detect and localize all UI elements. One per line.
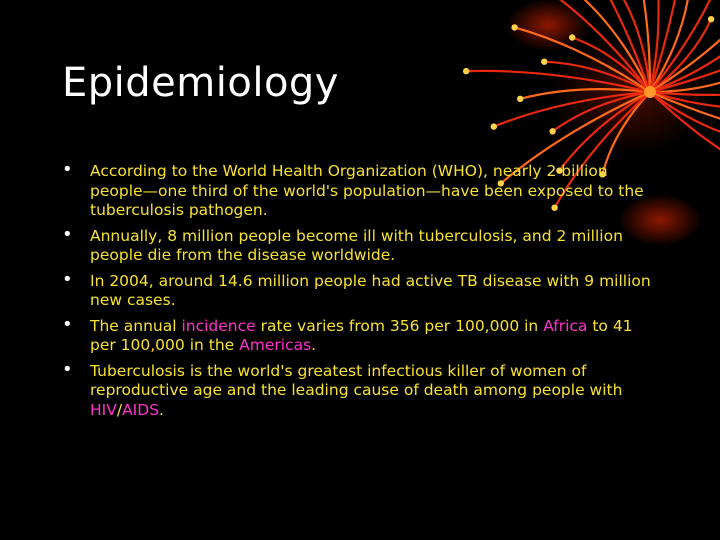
bullet-text: Annually, 8 million people become ill with tuberculosis, and 2 million people die from the disease worldwide. [90, 226, 623, 264]
bullet-text: In 2004, around 14.6 million people had active TB disease with 9 million new cases. [90, 271, 651, 309]
incidence-link[interactable]: incidence [181, 316, 256, 335]
firework-spark [569, 34, 575, 40]
bullet-text: . [311, 336, 317, 354]
africa-link[interactable]: Africa [543, 316, 588, 335]
americas-link[interactable]: Americas [239, 336, 312, 354]
firework-spark [517, 96, 523, 102]
bullet-text: The annual [90, 316, 182, 335]
bullet-text: Tuberculosis is the world's greatest infectious killer of women of reproductive age and the leading cause of death among people with [90, 361, 623, 399]
firework-spark [511, 24, 517, 30]
bullet-item-who [62, 162, 662, 221]
bullet-text: / [116, 400, 123, 419]
bullet-item-killer [62, 362, 662, 421]
hiv-link[interactable]: HIV [90, 400, 117, 419]
slide-title: Epidemiology [62, 60, 339, 106]
bullet-item-annual [62, 227, 662, 266]
firework-spark [541, 59, 547, 65]
firework-glow [506, 0, 590, 51]
firework-spark [491, 123, 497, 129]
firework-spark [463, 68, 469, 74]
bullet-item-incidence [62, 317, 662, 356]
bullet-text: to 41 per 100,000 in the [90, 316, 633, 354]
aids-link[interactable]: AIDS [122, 400, 160, 419]
bullet-text: According to the World Health Organization (WHO), nearly 2 billion people—one third of the world's population—have been exposed to the tuberculosis pathogen. [90, 162, 644, 219]
bullet-list [62, 162, 662, 426]
bullet-item-2004 [62, 272, 662, 311]
firework-spark [708, 16, 714, 22]
bullet-text: . [159, 400, 164, 419]
bullet-text: rate varies from 356 per 100,000 in [255, 316, 544, 335]
firework-core [644, 86, 656, 98]
firework-spark [549, 128, 555, 134]
